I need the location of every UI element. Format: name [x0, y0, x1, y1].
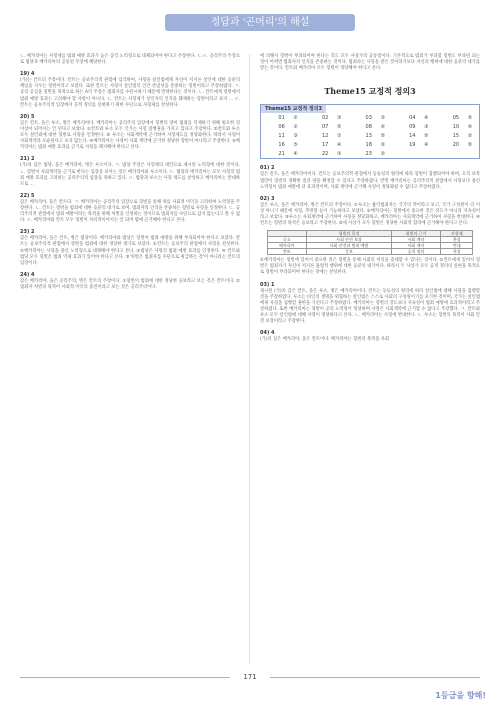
comparison-table-header: 사형제	[441, 231, 473, 237]
comparison-table-cell: 반대	[441, 243, 473, 249]
answer-question-number: 14	[409, 132, 416, 139]
explanation-paragraph: (가)의 갑은 범당, 을은 베카리아, 병은 루소이다. ㄱ. 범당 주장은 사형제의 대안으로 제시된 노역형에 대한 것이다. ㄴ. 형벌이 사회계약을 근거로 한다는 입장을 보이는 것은 베카리아와 루소이다. ㄷ. 범당과 베카리아는 모두 사형의 범죄 예방 효과를 고려하는 공리주의적 입장을 취하고 있다. ㄹ. 범당과 루소는 사형 제도를 찬성하고 베카리아는 반대하므로 ...	[20, 163, 240, 187]
answer-question-number: 04	[409, 114, 416, 121]
answer-choice: ②	[467, 132, 473, 139]
question-number: 24) 4	[20, 271, 35, 278]
answer-choice: ③	[380, 114, 386, 121]
explanation-paragraph: 갑은 베카리아, 을은 칸트, 병은 범당이다. 베카리아와 범당은 형벌이 범죄 예방을 위해 부과되어야 한다고 보았다. 칸트는 응보주의적 관점에서 형벌을 범죄에 대한 정당한 대가로 보았다. ①칸트는 응보주의 관점에서 사형을 찬성한다. ②베카리아는 사형을 종신 노역형으로 대체해야 한다고 본다. ③범당은 사형의 범죄 예방 효과를 인정한다. ④ 칸트와 범당 모두 형벌은 범죄 억제 효과가 있어야 한다고 본다. ⑤'처벌은 범죄자를 수단으로 취급하는 것'이 아니라는 칸트의 입장이다.	[20, 236, 240, 266]
question-number: 21) 2	[20, 156, 35, 163]
comparison-table-cell: 찬성	[441, 249, 473, 255]
answer-question-number: 21	[278, 150, 285, 157]
answer-key-box	[260, 104, 480, 159]
answer-question-number: 09	[409, 123, 416, 130]
brand-logo-text: 1등급을 향해!	[435, 691, 486, 700]
page-header-title: 정답과 '곤머리'의 해설	[210, 17, 310, 28]
answer-choice: ④	[380, 123, 386, 130]
comparison-table-cell: 루소	[267, 237, 307, 243]
explanation-paragraph: ①베카리아는 형벌에 있어서 중요한 것은 형벌을 통해 사회의 이익을 증대할 수 있다는 것이다. ②칸트에게 있어서 형벌은 범죄자가 자신이 저지른 불법적 행위에 대한 응분의 대가이다. 따라서 두 사상가 모두 공적 정의의 실현을 목적으로 형벌이 부과되어야 한다는 것에는 찬성한다.	[260, 258, 480, 276]
answer-question-number: 23	[365, 150, 372, 157]
explanation-paragraph: (가)는 칸트의 주장이다. 칸트는 응보주의적 관점에 입각하여, 사형을 살인범에게 자신이 저지른 살인에 대한 응분의 책임을 지우는 형벌이라고 보았다. 또한 칸트는 사형이 살인범의 인간 존엄성을 존중하는 형벌이라고 주장하였다. ㄱ. 공리 공심을 형벌을 목적으로 하는 A의 주장은 범죄자를 수단시하기 때문에 반대한다는 것이다. ㄴ. 칸트에게 형벌에서 범죄 예방 효과는 고려해야 할 사항이 아니다. ㄷ. 칸트는 사형제가 살인자의 인격을 훼제하는 형벌이라고 보지 ... ㄹ. 칸트는 응보주의적 입장에서 공적 정의를 실현하기 위한 수단으로 사형제를 찬성한다.	[20, 78, 240, 108]
answer-question-number: 06	[278, 123, 285, 130]
answer-choice: ④	[337, 141, 342, 148]
answer-choice	[418, 149, 436, 158]
answer-row	[261, 113, 479, 122]
explanation-paragraph: 제시된 (가)의 갑은 칸트, 을은 루소, 병은 베카리아이다. 칸트는 동등성의 원리에 따라 살인범에 대해 사형을 집행할 것을 주장하였다. 루소는 타인의 생명을 위협하는 살인범은 스스로 사회의 구성원이기를 포기한 것이며, 국가는 살인범에게 사형을 집행할 권한을 가진다고 주장하였다. 베카리아는 형벌의 강도보다 지속성이 범죄 예방에 효과적이라고 주장하였다. 또한 베카리아는 형벌이 공리 노역형이 정당하며 사형은 사회계약에 근거할 수 없다고 주장했다. ㄱ. 칸트와 루소 모두 살인범에 대해 사형이 정당하다고 본다. ㄴ. 베카리아는 사형에 반대한다. ㄷ. 루소는 형벌의 목적이 사회 안전 보장이라고 주장한다.	[260, 288, 480, 325]
answer-choice	[461, 149, 479, 158]
comparison-table-cell: 베카리아	[267, 243, 307, 249]
answer-key-table	[261, 113, 479, 158]
comparison-table-cell: 응보	[307, 249, 391, 255]
comparison-table-cell: 사회 안전과 범죄 예방	[307, 243, 391, 249]
question-number: 02) 3	[260, 195, 275, 202]
answer-choice: ②	[380, 150, 386, 157]
answer-choice: ③	[293, 132, 298, 139]
question-number: 22) 5	[20, 192, 35, 199]
answer-question-number: 18	[365, 141, 372, 148]
answer-question-number: 16	[278, 141, 285, 148]
answer-choice: ①	[337, 132, 342, 139]
comparison-table-cell: 찬성	[441, 237, 473, 243]
column-divider	[249, 54, 250, 664]
header-banner	[165, 14, 355, 31]
answer-choice: ⑤	[424, 132, 429, 139]
answer-question-number: 07	[321, 123, 329, 130]
answer-choice: ②	[293, 123, 298, 130]
comparison-table-header: 형벌의 근거	[391, 231, 441, 237]
comparison-table-header: 형벌의 목적	[307, 231, 391, 237]
answer-choice: ⑤	[337, 123, 342, 130]
answer-row	[261, 131, 479, 140]
comparison-table-cell: 칸트	[267, 249, 307, 255]
answer-choice: ③	[380, 141, 386, 148]
answer-choice: ⑤	[467, 114, 473, 121]
answer-row	[261, 122, 479, 131]
answer-question-number: 13	[365, 132, 372, 139]
question-number: 01) 2	[260, 165, 275, 172]
answer-choice: ④	[467, 123, 473, 130]
answer-question-number: 17	[321, 141, 329, 148]
answer-question-number: 02	[321, 114, 329, 121]
answer-question-number	[392, 149, 418, 158]
answer-question-number: 15	[452, 132, 460, 139]
explanation-paragraph: ㄴ. 베카리아는 사형제를 범죄 예방 효과가 높은 공리 노역형으로 대체되어야 한다고 주장한다. ㄷ.ㄹ. 공리주의 주장으로 범당과 베카리아의 공통된 주장에 해당한다.	[20, 54, 240, 66]
answer-question-number: 03	[365, 114, 372, 121]
answer-choice: ③	[337, 150, 342, 157]
answer-row	[261, 140, 479, 149]
left-column	[20, 54, 240, 292]
question-number: 03) 1	[260, 281, 275, 288]
question-number: 20) 5	[20, 113, 35, 120]
comparison-table-cell: 공적 정의	[391, 249, 441, 255]
answer-question-number: 10	[452, 123, 460, 130]
answer-choice: ③	[424, 123, 429, 130]
comparison-table-cell: 사회 안전 보장	[307, 237, 391, 243]
answer-choice: ⑤	[467, 141, 473, 148]
explanation-paragraph: (가)의 갑은 베카리아, 을은 칸트이다. 베카리아는 형벌의 목적을 사회	[260, 337, 390, 343]
answer-question-number: 01	[278, 114, 285, 121]
explanation-paragraph: 갑은 베카리아, 을은 공리주의, 병은 칸트의 주장이다. ①형벌이 범죄에 대한 정당한 응보라고 보는 것은 칸트이다. ②범죄자 처벌의 목적이 사회적 이익의 증진이라고 보는 것은 공리주의이다.	[20, 278, 240, 290]
comparison-table	[267, 230, 474, 255]
explanation-paragraph: 갑은 루소, 을은 베카리아, 병은 칸트의 주장이다. ①루소는 흉악범죄자는 국가의 적이라고 보고, 국가 구성원이 더 이상 아니기 때문에 사형, 추방형 등이 가능하다고 보았다. ②베카리아는 형벌에서 중요한 것은 강도가 아니라 지속성이라고 보았다. ③루소는 사회계약에 근거하여 사형을 정당화하고, 베카리아는 사회계약에 근거하여 사형을 반대한다. ④칸트는 형벌의 목적은 응보라고 주장한다. ⑤세 사상가 모두 형벌은 정당한 사회적 합의에 근거해야 한다고 본다.	[260, 202, 480, 227]
answer-question-number: 20	[452, 141, 460, 148]
right-column-continuation	[260, 54, 480, 72]
theme-title: Theme15 교정적 정의3	[324, 86, 416, 97]
comparison-table-cell: 사회 계약	[391, 237, 441, 243]
answer-choice: ②	[293, 114, 298, 121]
answer-choice: ⑤	[380, 132, 386, 139]
answer-question-number: 08	[365, 123, 372, 130]
explanation-paragraph: 갑은 칸트, 을은 베카리아이다. 칸트는 응보주의적 관점에서 동등성의 원리에 따라 형벌이 집행되어야 하며, 오직 보복법만이 형벌의 정확한 질과 양을 확정할 수 있다고 주장하였다. 반면 베카리아는 공리주의적 관점에서 사형보다 종신 노역형이 범죄 예방에 더 효과적이며, 사회 계약에 근거해 사형이 정당화될 수 없다고 주장하였다.	[260, 172, 480, 190]
explanation-paragraph: 갑은 베카리아, 을은 칸트다. ㄱ. 베카리아는 공리주의 입장으로 형벌을 통해 따를 사회적 이익을 고려하여 노역형을 주장한다. ㄴ. 칸트는 형벌을 범죄에 대한 응분의 대가로 보며, 범죄자의 인격을 존중하는 형벌로 사형을 인정한다. ㄷ. 공리주의적 관점에서 범죄 예방이라는 목적을 위해 처벌을 인정하는 것이므로 범죄자를 수단으로 삼지 않는다고 볼 수 없다. ㄹ. 베카리아와 칸트 모두 형벌이 자의적이어서는 안 되며 법에 근거해야 한다고 본다.	[20, 199, 240, 224]
answer-question-number: 05	[452, 114, 460, 121]
answer-question-number: 11	[278, 132, 285, 139]
answer-choice: ③	[337, 114, 342, 121]
answer-key-label: Theme15 교정적 정의3	[261, 105, 326, 113]
question-number: 04) 4	[260, 330, 275, 337]
answer-row	[261, 149, 479, 158]
right-column-body	[260, 165, 480, 343]
answer-choice: ④	[424, 141, 429, 148]
answer-choice: ④	[424, 114, 429, 121]
answer-question-number: 12	[321, 132, 329, 139]
answer-question-number	[435, 149, 461, 158]
question-number: 19) 4	[20, 71, 35, 78]
answer-question-number: 19	[409, 141, 416, 148]
right-column	[260, 54, 480, 344]
answer-choice: ⑤	[293, 141, 298, 148]
answer-question-number: 22	[321, 150, 329, 157]
explanation-paragraph: 갑은 칸트, 을은 루소, 병은 베카리아다. 베카리아는 공리주의 입장에서 형벌의 양이 범죄를 억제하기 위해 필요한 것 이상이 되어서는 안 된다고 보았다. ①칸트와 루소 모두 국가는 사형 집행권을 가지고 있다고 주장한다. ②칸트와 루소 모두 살인죄에 대한 형벌로 사형을 인정한다. ③ 루소는 사회계약에 근거하여 사형제도를 정당화한다. 따라서 사형이 사회계약과 모순된다고 보지 않는다. ④베카리아는 사형이 사회 계약에 근거한 정당한 형벌이 아니라고 주장한다. ⑤베카리아는 범죄 예방 효과를 근거로 사형을 폐지해야 한다고 본다.	[20, 120, 240, 151]
explanation-paragraph: 에 의해서 형벌이 부과되어야 한다는 것도 모두 사상가의 공통점이다. 기본적으로 범죄가 부과할 형벌도 부과된 되는 것이 어쩌면 범죄자의 인격을 존중하는 것이다. 범죄자는 사형을 받은 것이라기보다 자신의 행위에 대한 응분의 대가를 받는 것이다. 칸트와 베카리아 모두 형벌이 정당해야 한다고 본다.	[260, 54, 480, 72]
comparison-table-cell: 사회 계약	[391, 243, 441, 249]
question-number: 23) 2	[20, 229, 35, 236]
answer-choice: ④	[293, 150, 298, 157]
page-number: 171	[243, 673, 257, 681]
